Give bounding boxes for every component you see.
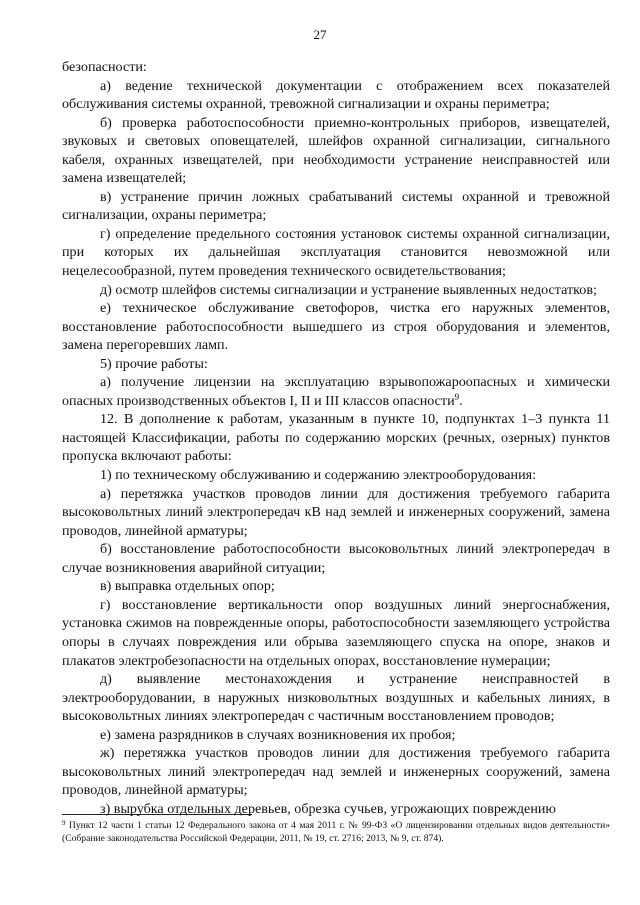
paragraph: г) определение предельного состояния установок системы охранной сигнализации, при которых их дальнейшая эксплуатация становится невозможной или нецелесообразной, путем проведения технического освидетельствования; [62, 225, 610, 280]
paragraph: д) осмотр шлейфов системы сигнализации и устранение выявленных недостатков; [100, 281, 597, 298]
paragraph-end: . [459, 392, 463, 409]
footnote [62, 820, 610, 845]
footnote-separator [62, 814, 252, 815]
paragraph: е) замена разрядников в случаях возникновения их пробоя; [100, 726, 456, 743]
footnote-marker: 9 [62, 819, 66, 827]
paragraph: а) ведение технической документации с отображением всех показателей обслуживания системы охранной, тревожной сигнализации и охраны периметра; [62, 77, 610, 113]
footnote-text [62, 820, 610, 845]
paragraph: безопасности: [62, 59, 147, 75]
paragraph: а) перетяжка участков проводов линии для достижения требуемого габарита высоковольтных линий электропередач кВ над землей и инженерных сооружений, замена проводов, линейной арматуры; [62, 485, 610, 539]
paragraph: б) восстановление работоспособности высоковольтных линий электропередач в случае возникновения аварийной ситуации; [62, 541, 610, 576]
footnote-body: Пункт 12 части 1 статьи 12 Федерального закона от 4 мая 2011 г. № 99-ФЗ «О лицензировании отдельных видов деятельности» (Собрание законодательства Российской Федерации, 2011, № 19, ст. 2716; 2013, № 9, ст. 874). [62, 820, 610, 844]
paragraph-with-footnote [62, 373, 610, 410]
page-number: 27 [313, 27, 327, 42]
paragraph: б) проверка работоспособности приемно-контрольных приборов, извещателей, звуковых и световых оповещателей, шлейфов охранной сигнализации, сигнального кабеля, охранных извещателей, при необходимости устранение неисправностей или замена извещателей; [62, 114, 610, 187]
paragraph: 5) прочие работы: [100, 355, 208, 372]
paragraph: г) восстановление вертикальности опор воздушных линий энергоснабжения, установка сжимов на поврежденные опоры, работоспособности заземляющего устройства опоры в случаях повреждения или обрыва заземляющего спуска на опоре, знаков и плакатов электробезопасности на отдельных опорах, восстановление нумерации; [62, 596, 610, 669]
paragraph: з) вырубка отдельных деревьев, обрезка сучьев, угрожающих повреждению [100, 800, 556, 817]
paragraph: в) устранение причин ложных срабатываний системы охранной и тревожной сигнализации, охраны периметра; [62, 188, 610, 224]
paragraph: в) выправка отдельных опор; [100, 578, 275, 595]
paragraph: е) техническое обслуживание светофоров, чистка его наружных элементов, восстановление работоспособности вышедшего из строя оборудования и элементов, замена перегоревших ламп. [62, 300, 610, 354]
paragraph: ж) перетяжка участков проводов линии для достижения требуемого габарита высоковольтных линий электропередач над землей и инженерных сооружений, замена проводов, линейной арматуры; [62, 745, 610, 799]
footnote-reference[interactable]: 9 [454, 391, 460, 402]
body-text [62, 58, 610, 818]
paragraph: 12. В дополнение к работам, указанным в пункте 10, подпунктах 1–3 пункта 11 настоящей Классификации, работы по содержанию морских (речных, озерных) пунктов пропуска включают работы: [62, 411, 610, 465]
paragraph: д) выявление местонахождения и устранение неисправностей в электрооборудовании, в наружных низковольтных воздушных и кабельных линиях, в высоковольтных линиях электропередач с частичным восстановлением проводов; [62, 671, 610, 725]
paragraph: 1) по техническому обслуживанию и содержанию электрооборудования: [100, 467, 537, 484]
paragraph-text: а) получение лицензии на эксплуатацию взрывопожароопасных и химически опасных производственных объектов I, II и III классов опасности [62, 374, 610, 409]
